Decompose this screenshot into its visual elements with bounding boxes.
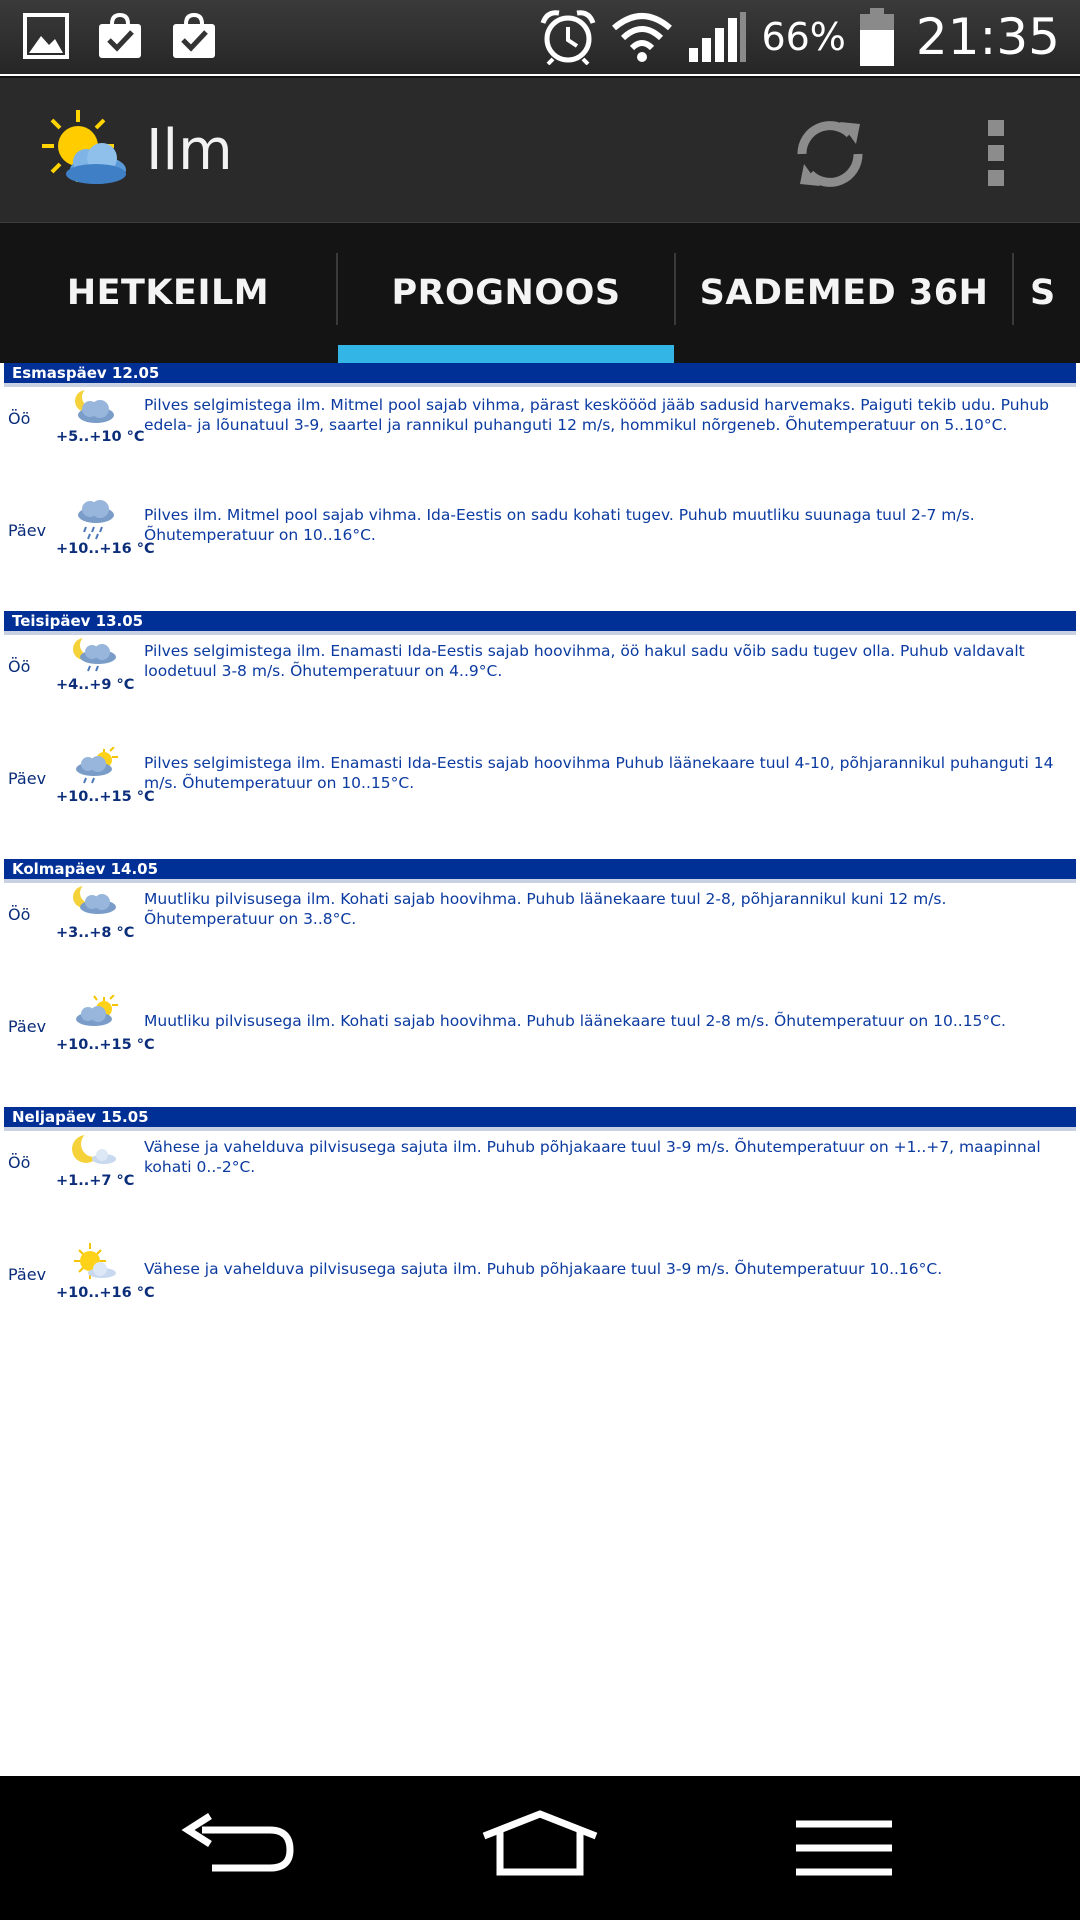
- back-icon[interactable]: [168, 1806, 308, 1890]
- forecast-text: Vähese ja vahelduva pilvisusega sajuta ilm. Puhub põhjakaare tuul 3-9 m/s. Õhutemperatuur on +1..+7, maapinnal kohati 0..-2°C.: [144, 1138, 1041, 1176]
- period-label: Päev: [8, 521, 47, 540]
- overflow-menu-icon[interactable]: [976, 118, 1016, 188]
- forecast-row: [0, 387, 1080, 499]
- day-header: Kolmapäev 14.05: [4, 859, 1076, 883]
- alarm-icon: [539, 9, 597, 65]
- forecast-row: [0, 747, 1080, 859]
- home-icon[interactable]: [470, 1806, 610, 1890]
- shopping-bag-check-icon: [170, 12, 218, 60]
- rain-cloud-icon: [64, 499, 124, 541]
- menu-icon[interactable]: [774, 1806, 914, 1890]
- moon-cloud-icon: [64, 387, 124, 429]
- tab-bar: [0, 223, 1080, 363]
- battery-percent: 66%: [761, 15, 846, 59]
- signal-icon: [687, 10, 747, 64]
- period-label: Öö: [8, 1153, 31, 1172]
- forecast-text: Pilves selgimistega ilm. Enamasti Ida-Eestis sajab hoovihma Puhub läänekaare tuul 4-10, põhjarannikul puhanguti 14 m/s. Õhutemperatuur on 10..15°C.: [144, 754, 1054, 792]
- tab-sademed-36h[interactable]: SADEMED 36H: [699, 273, 989, 313]
- forecast-row: [0, 995, 1080, 1107]
- clock: 21:35: [915, 8, 1060, 66]
- temperature: +10..+16 °C: [56, 1285, 155, 1301]
- day-header: Esmaspäev 12.05: [4, 363, 1076, 387]
- period-label: Päev: [8, 1017, 47, 1036]
- action-bar: [0, 76, 1080, 225]
- app-title: Ilm: [146, 118, 233, 183]
- day-header: Teisipäev 13.05: [4, 611, 1076, 635]
- temperature: +10..+16 °C: [56, 541, 155, 557]
- temperature: +3..+8 °C: [56, 925, 135, 941]
- moon-cloud-icon: [64, 883, 124, 925]
- forecast-row: [0, 1243, 1080, 1355]
- sun-small-cloud-icon: [64, 1243, 124, 1285]
- period-label: Öö: [8, 409, 31, 428]
- forecast-row: [0, 883, 1080, 995]
- sun-cloud-icon: [64, 995, 124, 1037]
- forecast-text: Pilves ilm. Mitmel pool sajab vihma. Ida-Eestis on sadu kohati tugev. Puhub muutliku suunaga tuul 2-7 m/s. Õhutemperatuur on 10..16°C.: [144, 506, 975, 544]
- shopping-bag-check-icon: [96, 12, 144, 60]
- forecast-row: [0, 635, 1080, 747]
- status-bar: [0, 0, 1080, 74]
- forecast-text: Muutliku pilvisusega ilm. Kohati sajab hoovihma. Puhub läänekaare tuul 2-8, põhjarannikul kuni 12 m/s. Õhutemperatuur on 3..8°C.: [144, 890, 947, 928]
- period-label: Päev: [8, 769, 47, 788]
- gallery-icon: [22, 12, 70, 60]
- moon-rain-cloud-icon: [64, 635, 124, 677]
- forecast-text: Vähese ja vahelduva pilvisusega sajuta ilm. Puhub põhjakaare tuul 3-9 m/s. Õhutemperatuur 10..16°C.: [144, 1260, 943, 1278]
- tab-prognoos[interactable]: PROGNOOS: [391, 273, 621, 313]
- period-label: Päev: [8, 1265, 47, 1284]
- wifi-icon: [611, 12, 673, 62]
- day-header: Neljapäev 15.05: [4, 1107, 1076, 1131]
- tab-divider: [1012, 253, 1014, 325]
- sun-cloud-logo-icon: [40, 108, 130, 192]
- tab-hetkeilm[interactable]: HETKEILM: [66, 273, 270, 313]
- moon-small-cloud-icon: [64, 1131, 124, 1173]
- tab-partial[interactable]: S: [1030, 273, 1056, 313]
- temperature: +10..+15 °C: [56, 789, 155, 805]
- tab-selected-indicator: [338, 345, 674, 363]
- refresh-icon[interactable]: [788, 112, 872, 196]
- forecast-text: Pilves selgimistega ilm. Mitmel pool sajab vihma, pärast kesköööd jääb sadusid harvemaks. Paiguti tekib udu. Puhub edela- ja lõunatuul 3-9, saartel ja rannikul puhanguti 12 m/s, hommikul nõrgeneb. Õhutemperatuur on 5..10°C.: [144, 396, 1050, 434]
- temperature: +1..+7 °C: [56, 1173, 135, 1189]
- battery-icon: [860, 8, 894, 66]
- temperature: +10..+15 °C: [56, 1037, 155, 1053]
- period-label: Öö: [8, 905, 31, 924]
- temperature: +5..+10 °C: [56, 429, 145, 445]
- forecast-row: [0, 1131, 1080, 1243]
- forecast-row: [0, 499, 1080, 611]
- temperature: +4..+9 °C: [56, 677, 135, 693]
- forecast-list: [0, 363, 1080, 1355]
- period-label: Öö: [8, 657, 31, 676]
- system-nav-bar: [0, 1776, 1080, 1920]
- forecast-text: Muutliku pilvisusega ilm. Kohati sajab hoovihma. Puhub läänekaare tuul 2-8 m/s. Õhutemperatuur on 10..15°C.: [144, 1012, 1006, 1030]
- sun-rain-cloud-icon: [64, 747, 124, 789]
- forecast-text: Pilves selgimistega ilm. Enamasti Ida-Eestis sajab hoovihma, öö hakul sadu võib sadu tugev olla. Puhub valdavalt loodetuul 3-8 m/s. Õhutemperatuur on 4..9°C.: [144, 642, 1025, 680]
